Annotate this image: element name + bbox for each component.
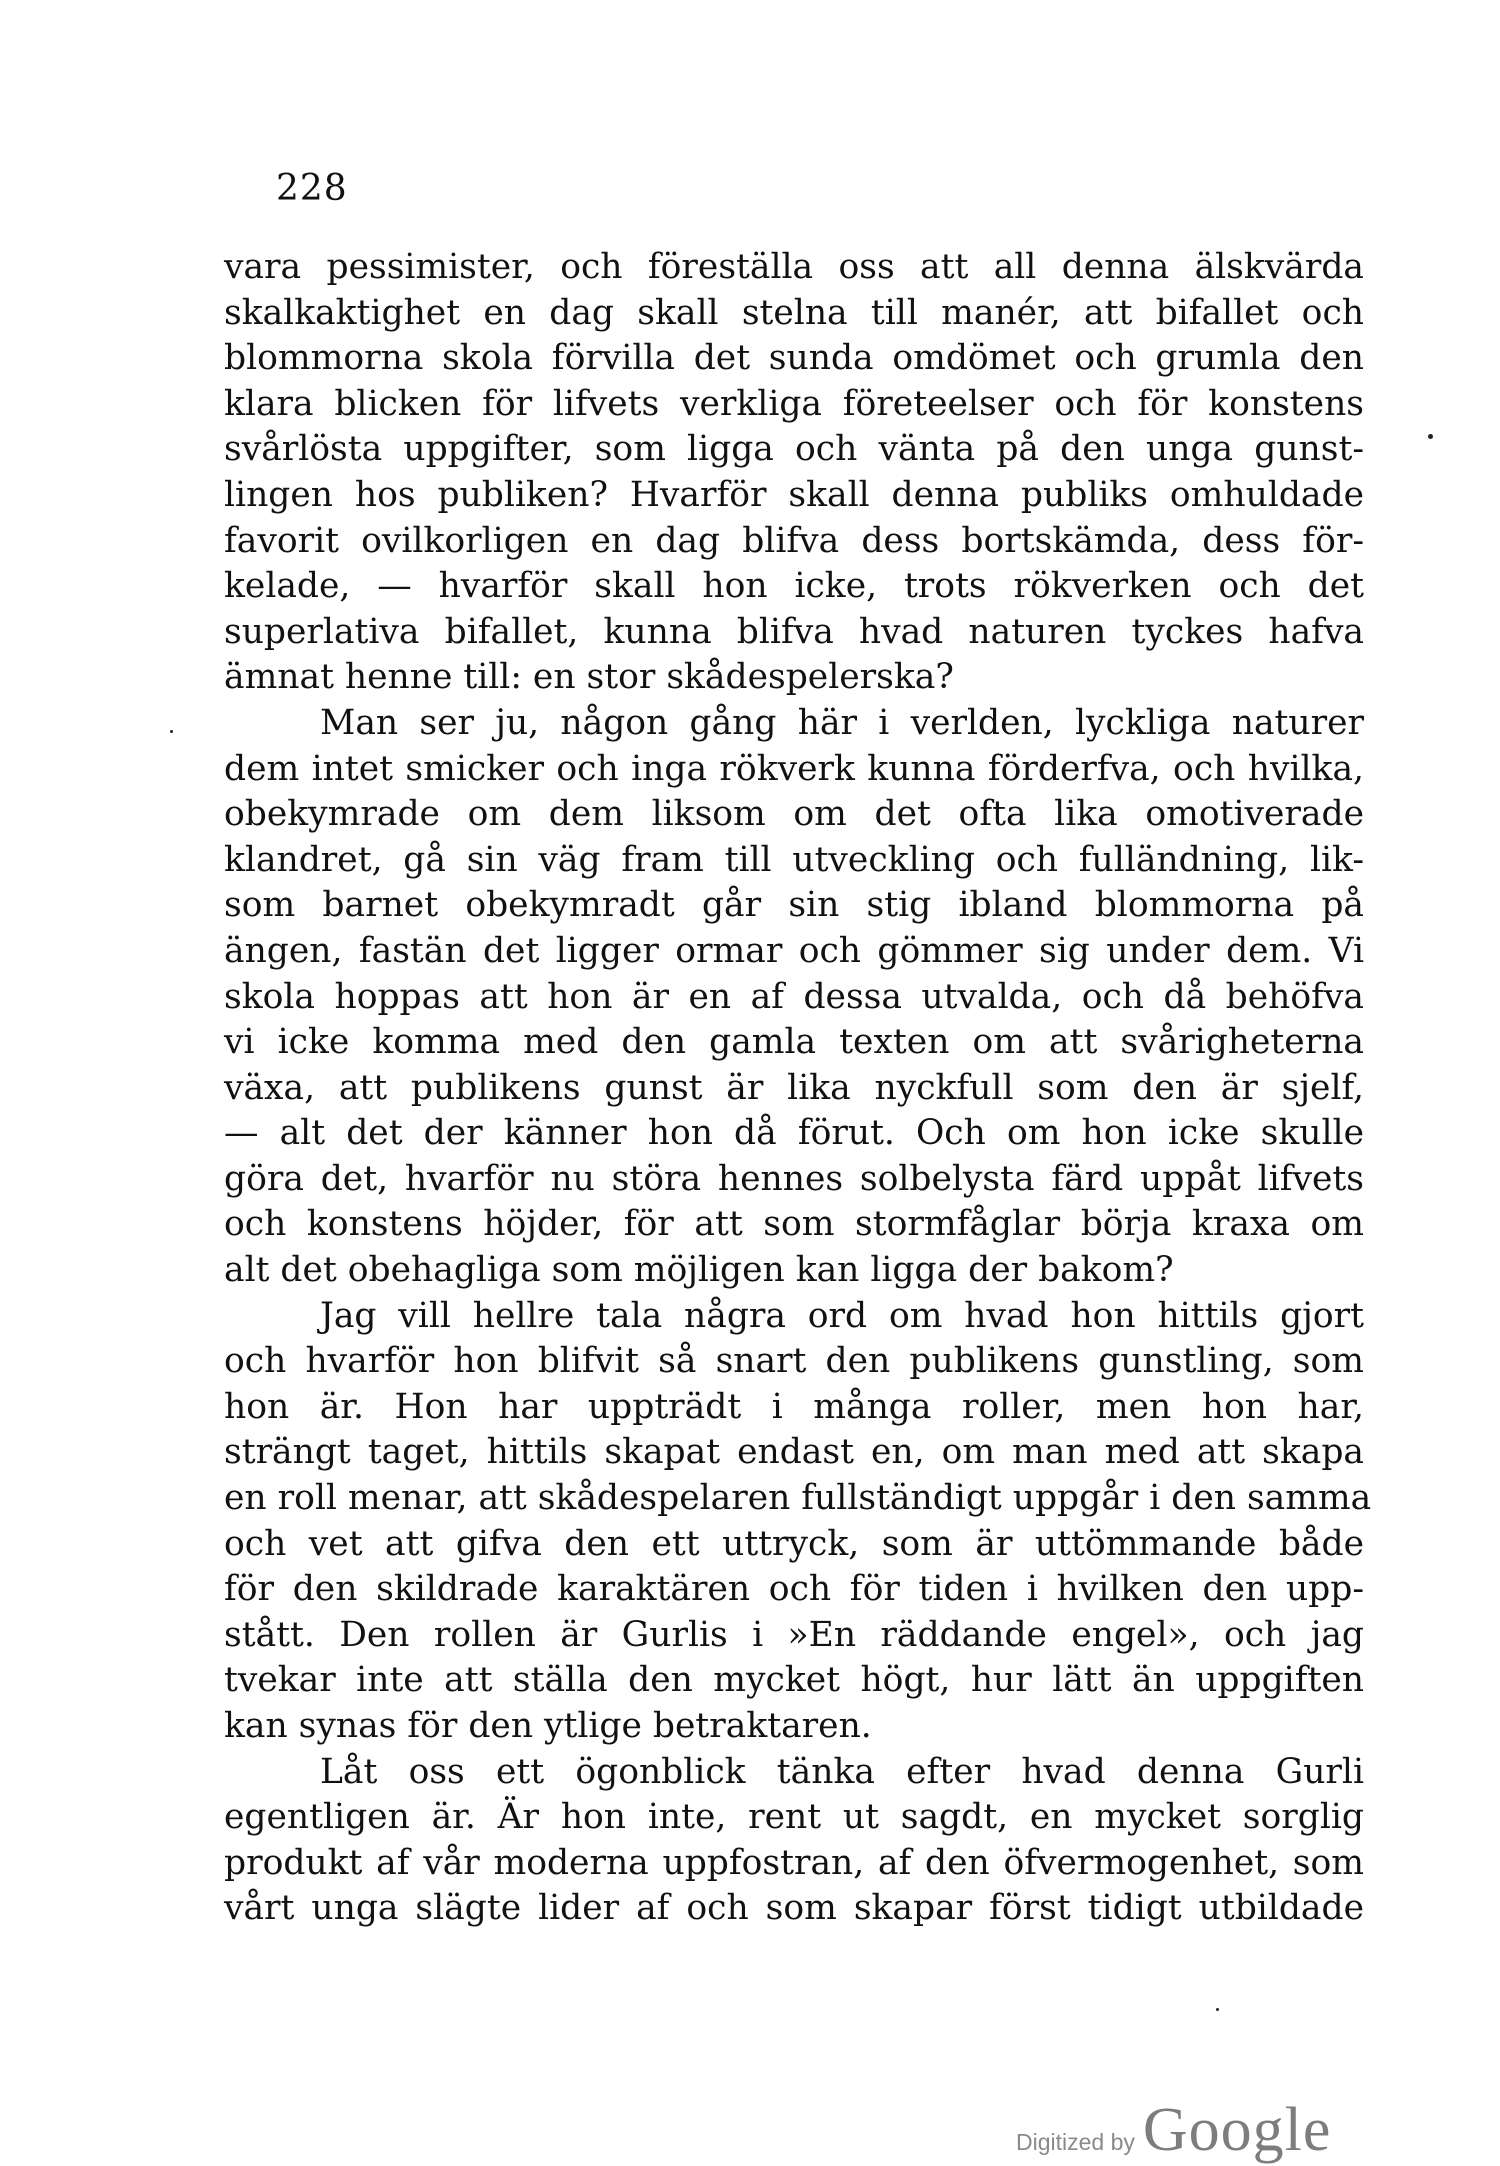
text-line: Jag vill hellre tala några ord om hvad hon hittils gjort — [320, 1295, 1364, 1336]
text-line: dem intet smicker och inga rökverk kunna förderfva, och hvilka, — [224, 748, 1364, 789]
text-line: lingen hos publiken? Hvarför skall denna publiks omhuldade — [224, 474, 1364, 515]
digitized-watermark — [1016, 2095, 1331, 2166]
scan-speck — [1216, 2008, 1219, 2011]
watermark-prefix: Digitized by — [1016, 2129, 1135, 2155]
text-line: skola hoppas att hon är en af dessa utvalda, och då behöfva — [224, 976, 1364, 1017]
scan-speck — [170, 730, 173, 733]
text-line: Man ser ju, någon gång här i verlden, lyckliga naturer — [320, 702, 1364, 743]
text-line: skalkaktighet en dag skall stelna till manér, att bifallet och — [224, 292, 1364, 333]
text-line: och hvarför hon blifvit så snart den publikens gunstling, som — [224, 1341, 1364, 1382]
text-line: vara pessimister, och föreställa oss att all denna älskvärda — [224, 247, 1364, 287]
text-line: kan synas för den ytlige betraktaren. — [224, 1706, 872, 1746]
text-line: ängen, fastän det ligger ormar och gömmer sig under dem. Vi — [224, 930, 1364, 971]
text-line: för den skildrade karaktären och för tiden i hvilken den upp- — [224, 1569, 1364, 1610]
text-line: tvekar inte att ställa den mycket högt, hur lätt än uppgiften — [224, 1660, 1364, 1701]
text-line: en roll menar, att skådespelaren fullständigt uppgår i den samma — [224, 1478, 1372, 1519]
body-text — [224, 245, 1372, 1932]
text-line: svårlösta uppgifter, som ligga och vänta på den unga gunst- — [224, 429, 1364, 470]
text-line: produkt af vår moderna uppfostran, af den öfvermogenhet, som — [224, 1842, 1364, 1883]
text-line: kelade, — hvarför skall hon icke, trots rökverken och det — [224, 566, 1364, 607]
text-line: göra det, hvarför nu störa hennes solbelysta färd uppåt lifvets — [224, 1158, 1364, 1199]
text-line: växa, att publikens gunst är lika nyckfull som den är sjelf, — [224, 1067, 1364, 1108]
text-line: favorit ovilkorligen en dag blifva dess bortskämda, dess för- — [224, 520, 1364, 561]
text-line: egentligen är. Är hon inte, rent ut sagdt, en mycket sorglig — [224, 1797, 1364, 1838]
text-line: blommorna skola förvilla det sunda omdömet och grumla den — [224, 338, 1364, 379]
text-line: stått. Den rollen är Gurlis i »En räddande engel», och jag — [224, 1614, 1364, 1655]
google-logo: Google — [1142, 2096, 1332, 2164]
text-line: och konstens höjder, för att som stormfåglar börja kraxa om — [224, 1204, 1364, 1245]
page-number: 228 — [276, 168, 348, 209]
text-line: klandret, gå sin väg fram till utveckling och fulländning, lik- — [224, 839, 1364, 880]
text-line: vi icke komma med den gamla texten om att svårigheterna — [224, 1022, 1364, 1063]
text-line: hon är. Hon har uppträdt i många roller, men hon har, — [224, 1386, 1364, 1427]
text-line: ämnat henne till: en stor skådespelerska? — [224, 657, 954, 698]
text-line: vårt unga slägte lider af och som skapar först tidigt utbildade — [224, 1888, 1364, 1929]
text-line: Låt oss ett ögonblick tänka efter hvad denna Gurli — [320, 1751, 1364, 1792]
text-line: och vet att gifva den ett uttryck, som är uttömmande både — [224, 1523, 1364, 1564]
text-line: superlativa bifallet, kunna blifva hvad naturen tyckes hafva — [224, 611, 1364, 652]
text-line: klara blicken för lifvets verkliga företeelser och för konstens — [224, 383, 1364, 424]
scan-speck — [1428, 434, 1433, 439]
text-line: — alt det der känner hon då förut. Och om hon icke skulle — [224, 1113, 1364, 1154]
text-line: strängt taget, hittils skapat endast en, om man med att skapa — [224, 1432, 1364, 1473]
text-line: alt det obehagliga som möjligen kan ligga der bakom? — [224, 1250, 1174, 1291]
text-line: som barnet obekymradt går sin stig ibland blommorna på — [224, 885, 1364, 926]
text-line: obekymrade om dem liksom om det ofta lika omotiverade — [224, 794, 1364, 835]
